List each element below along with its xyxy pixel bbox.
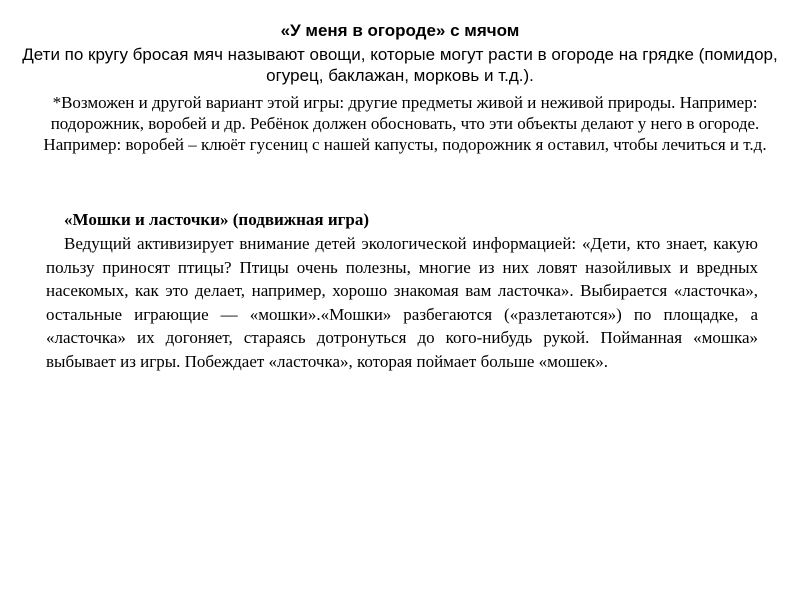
game2-title: «Мошки и ласточки» (подвижная игра)	[64, 210, 369, 229]
game1-description: Дети по кругу бросая мяч называют овощи, которые могут расти в огороде на грядке (помидор, огурец, баклажан, морковь и т.д.).	[22, 45, 778, 85]
game2-text: Ведущий активизирует внимание детей экологической информацией: «Дети, кто знает, какую пользу приносят птицы? Птицы очень полезны, многие из них ловят назойливых и вредных насекомых, как это делает, например, хорошо знакомая вам ласточка». Выбирается «ласточка», остальные играющие — «мошки».«Мошки» разбегаются («разлетаются») по площадке, а «ласточка» их догоняет, стараясь дотронуться до кого-нибудь рукой. Пойманная «мошка» выбывает из игры. Побеждает «ласточка», которая поймает больше «мошек».	[46, 234, 758, 371]
game1-note: *Возможен и другой вариант этой игры: другие предметы живой и неживой природы. Например: подорожник, воробей и др. Ребёнок должен обосновать, что эти объекты делают у него в огороде. Например: воробей – клюёт гусениц с нашей капусты, подорожник я оставил, чтобы лечиться и т.д.	[43, 93, 767, 154]
game1-title: «У меня в огороде» с мячом	[280, 21, 520, 40]
